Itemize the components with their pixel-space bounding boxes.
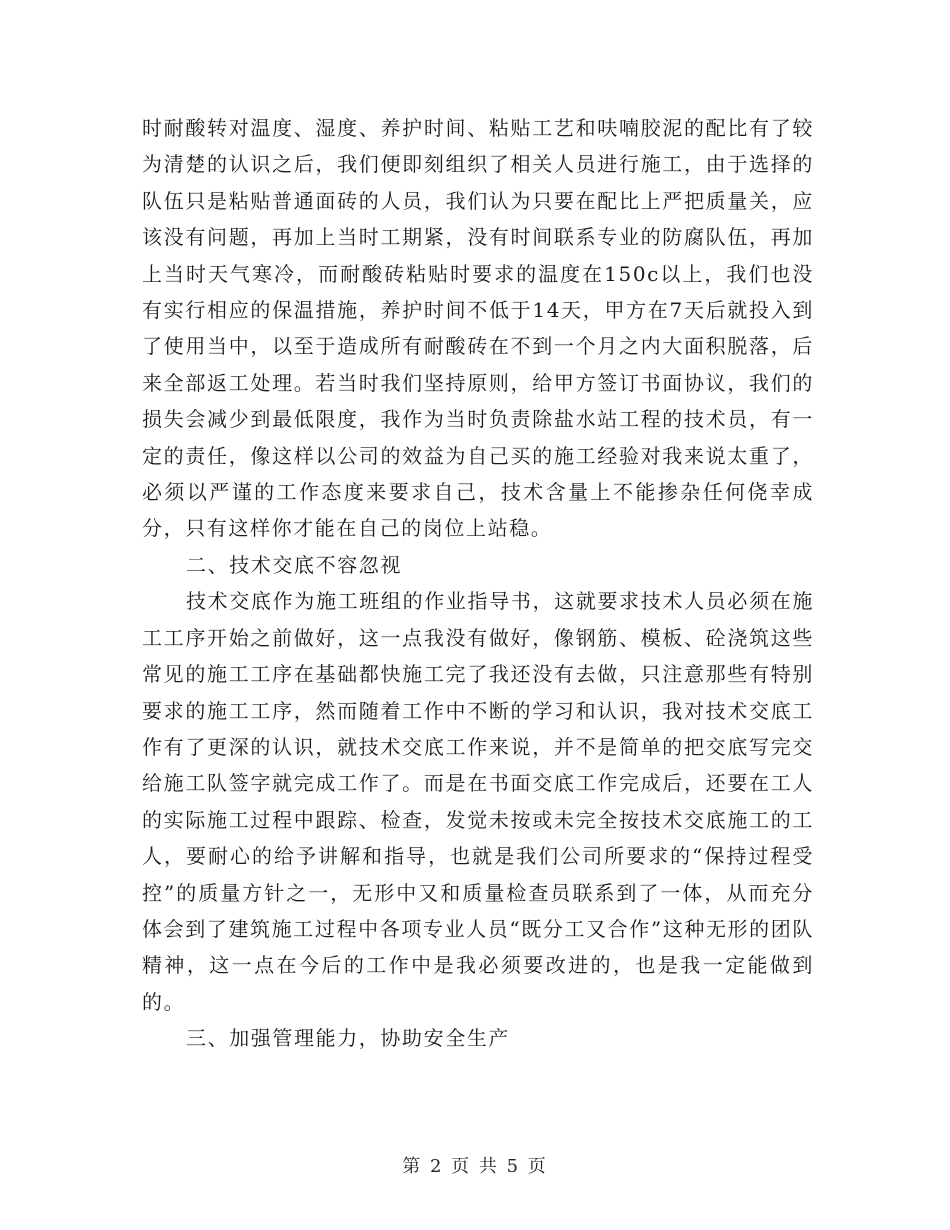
paragraph-2: 技术交底作为施工班组的作业指导书，这就要求技术人员必须在施工工序开始之前做好，这一点我没有做好，像钢筋、模板、砼浇筑这些常见的施工工序在基础都快施工完了我还没有去做，只注意那些有特别要求的施工工序，然而随着工作中不断的学习和认识，我对技术交底工作有了更深的认识，就技术交底工作来说，并不是简单的把交底写完交给施工队签字就完成工作了。而是在书面交底工作完成后，还要在工人的实际施工过程中跟踪、检查，发觉未按或未完全按技术交底施工的工人，要耐心的给予讲解和指导，也就是我们公司所要求的“保持过程受控”的质量方针之一，无形中又和质量检查员联系到了一体，从而充分体会到了建筑施工过程中各项专业人员“既分工又合作”这种无形的团队精神，这一点在今后的工作中是我必须要改进的，也是我一定能做到的。 — [142, 589, 814, 1014]
page-number-footer: 第 2 页 共 5 页 — [402, 1156, 548, 1177]
document-body — [142, 110, 814, 1057]
section-heading-3: 三、加强管理能力，协助安全生产 — [186, 1026, 510, 1051]
paragraph-1: 时耐酸转对温度、湿度、养护时间、粘贴工艺和呋喃胶泥的配比有了较为清楚的认识之后，我们便即刻组织了相关人员进行施工，由于选择的队伍只是粘贴普通面砖的人员，我们认为只要在配比上严把质量关，应该没有问题，再加上当时工期紧，没有时间联系专业的防腐队伍，再加上当时天气寒冷，而耐酸砖粘贴时要求的温度在150c以上，我们也没有实行相应的保温措施，养护时间不低于14天，甲方在7天后就投入到了使用当中，以至于造成所有耐酸砖在不到一个月之内大面积脱落，后来全部返工处理。若当时我们坚持原则，给甲方签订书面协议，我们的损失会减少到最低限度，我作为当时负责除盐水站工程的技术员，有一定的责任，像这样以公司的效益为自己买的施工经验对我来说太重了，必须以严谨的工作态度来要求自己，技术含量上不能掺杂任何侥幸成分，只有这样你才能在自己的岗位上站稳。 — [142, 116, 814, 541]
section-heading-2: 二、技术交底不容忽视 — [186, 552, 402, 577]
